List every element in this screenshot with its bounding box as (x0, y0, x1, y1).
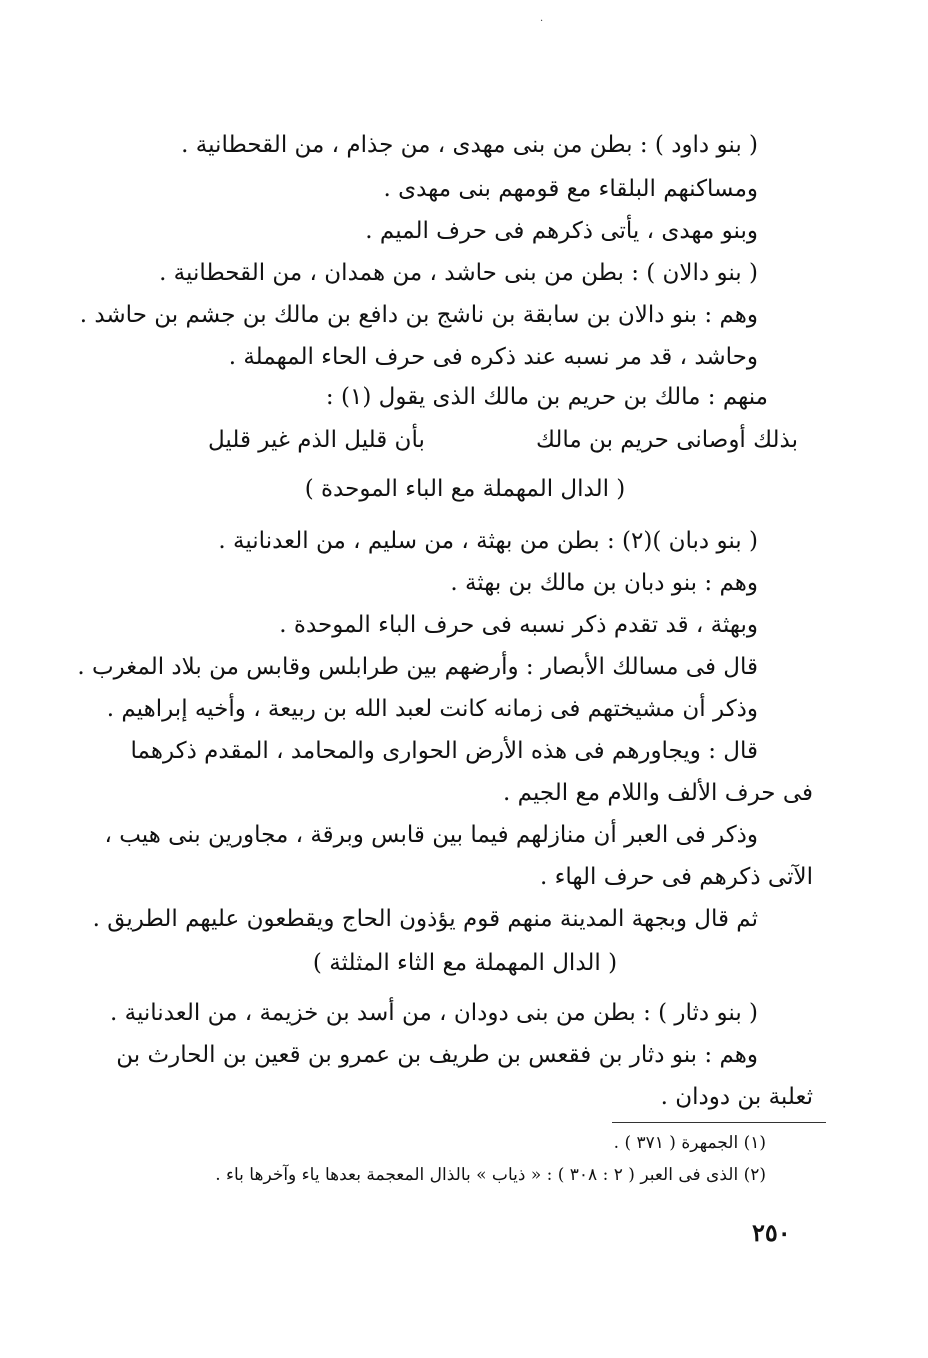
footnote: (٢) الذى فى العبر ( ٢ : ٣٠٨ ) : « ذياب » بالذال المعجمة بعدها ياء وآخرها باء . (215, 1165, 766, 1185)
top-mark: · (540, 16, 544, 27)
poem-second-hemistich: بأن قليل الذم غير قليل (208, 427, 425, 453)
text-line: ( بنو دثار ) : بطن من بنى دودان ، من أسد بن خزيمة ، من العدنانية . (110, 1000, 758, 1026)
text-line: ( بنو داود ) : بطن من بنى مهدى ، من جذام ، من القحطانية . (181, 132, 758, 158)
text-line: ثعلبة بن دودان . (660, 1084, 813, 1110)
text-line: ثم قال وبجهة المدينة منهم قوم يؤذون الحاج ويقطعون عليهم الطريق . (92, 906, 758, 932)
text-line: وهم : بنو دثار بن فقعس بن طريف بن عمرو بن قعين بن الحارث بن (116, 1042, 758, 1068)
text-line: قال فى مسالك الأبصار : وأرضهم بين طرابلس وقابس من بلاد المغرب . (77, 654, 758, 680)
text-line: منهم : مالك بن حريم بن مالك الذى يقول (١) : (325, 384, 768, 410)
text-line: ومساكنهم البلقاء مع قومهم بنى مهدى . (383, 176, 758, 202)
section-heading: ( الدال المهملة مع الثاء المثلثة ) (312, 950, 618, 976)
footnote-rule (612, 1122, 826, 1123)
text-line: وذكر أن مشيختهم فى زمانه كانت لعبد الله بن ربيعة ، وأخيه إبراهيم . (106, 696, 758, 722)
text-line: ( بنو دالان ) : بطن من بنى حاشد ، من همدان ، من القحطانية . (159, 260, 758, 286)
text-line: فى حرف الألف واللام مع الجيم . (503, 780, 813, 806)
text-line: الآتى ذكرهم فى حرف الهاء . (539, 864, 813, 890)
text-line: ( بنو دبان )(٢) : بطن من بهثة ، من سليم ، من العدنانية . (218, 528, 758, 554)
text-line: وهم : بنو دبان بن مالك بن بهثة . (450, 570, 758, 596)
poem-verse (208, 423, 798, 463)
section-heading: ( الدال المهملة مع الباء الموحدة ) (304, 476, 626, 502)
text-line: قال : ويجاورهم فى هذه الأرض الحوارى والمحامد ، المقدم ذكرهما (130, 738, 758, 764)
text-line: وحاشد ، قد مر نسبه عند ذكره فى حرف الحاء المهملة . (228, 344, 758, 370)
page-number: ٢٥٠ (752, 1218, 791, 1247)
text-line: وبهثة ، قد تقدم ذكر نسبه فى حرف الباء الموحدة . (279, 612, 758, 638)
text-line: وذكر فى العبر أن منازلهم فيما بين قابس وبرقة ، مجاورين بنى هيب ، (104, 822, 758, 848)
poem-first-hemistich: بذلك أوصانى حريم بن مالك (536, 427, 798, 453)
footnote: (١) الجمهرة ( ٣٧١ ) . (613, 1133, 766, 1153)
text-line: وبنو مهدى ، يأتى ذكرهم فى حرف الميم . (365, 218, 758, 244)
text-line: وهم : بنو دالان بن سابقة بن ناشج بن دافع بن مالك بن جشم بن حاشد . (79, 302, 758, 328)
